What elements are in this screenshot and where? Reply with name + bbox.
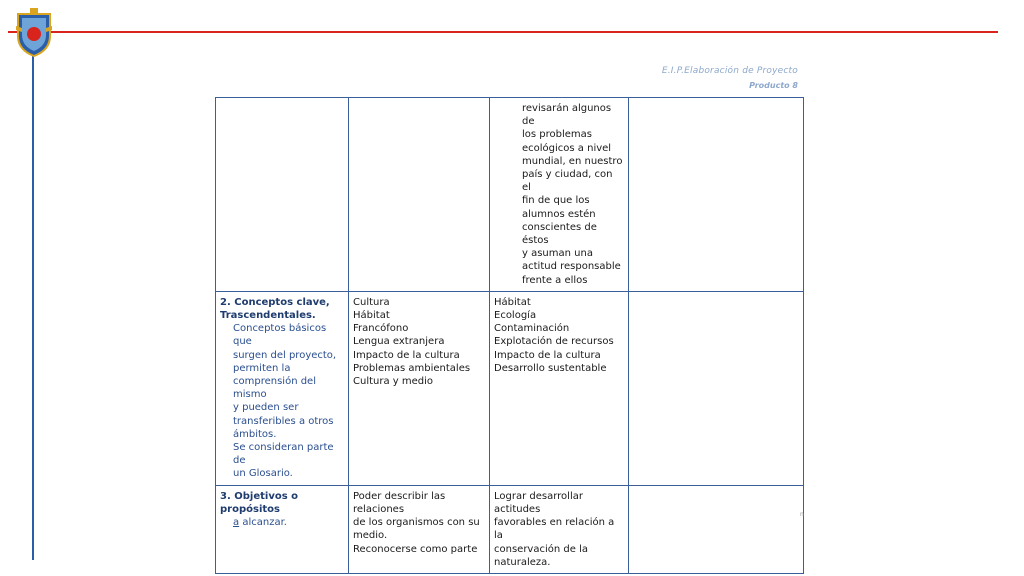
cell-line: frente a ellos: [522, 274, 588, 286]
desc-line: Conceptos básicos que: [233, 323, 327, 348]
desc-line: ámbitos.: [233, 428, 277, 440]
table-row: [216, 485, 804, 573]
table-cell: [349, 98, 490, 292]
cell-line: Problemas ambientales: [353, 362, 471, 374]
cell-line: actitud responsable: [522, 261, 621, 273]
cell-line: Lengua extranjera: [353, 336, 445, 348]
table-cell: [629, 485, 804, 573]
section-description: [220, 516, 344, 529]
cell-line: país y ciudad, con el: [522, 169, 613, 194]
cell-line: conscientes de éstos: [522, 221, 597, 247]
cell-line: Hábitat: [353, 310, 390, 322]
cell-line: y asuman una: [522, 248, 593, 260]
table-cell: [490, 485, 629, 573]
desc-line: y pueden ser: [233, 402, 299, 414]
cell-line: Lograr desarrollar actitudes: [494, 490, 583, 515]
table-cell: [349, 485, 490, 573]
table-cell: [490, 291, 629, 485]
table-row: [216, 98, 804, 292]
school-crest-icon: [12, 6, 56, 58]
red-header-rule: [8, 31, 998, 33]
section-title-objetivos: 3. Objetivos o propósitos: [220, 490, 299, 515]
cell-line: revisarán algunos de: [522, 103, 612, 128]
cell-line: Impacto de la cultura: [494, 349, 601, 361]
cell-line: Explotación de recursos: [494, 336, 614, 348]
header-product-label: Producto 8: [749, 81, 798, 90]
cell-line: Hábitat: [494, 296, 531, 308]
desc-line: un Glosario.: [233, 468, 293, 480]
desc-line: surgen del proyecto,: [233, 349, 337, 361]
cell-line: Reconocerse como parte: [353, 543, 478, 555]
table-row: [216, 291, 804, 485]
desc-prefix: a: [233, 517, 240, 529]
cell-line: los problemas: [522, 129, 592, 141]
table-cell: [216, 98, 349, 292]
cell-line: alumnos estén: [522, 208, 596, 220]
cell-line: mundial, en nuestro: [522, 155, 623, 167]
table-cell: [349, 291, 490, 485]
desc-line: permiten la: [233, 362, 291, 374]
cell-line: Ecología: [494, 310, 537, 322]
cell-line: Cultura: [353, 296, 390, 308]
header-project-title: E.I.P.Elaboración de Proyecto: [661, 66, 798, 76]
table-cell: [490, 98, 629, 292]
section-description: [220, 322, 344, 480]
table-cell: [216, 291, 349, 485]
cell-line: conservación de la: [494, 543, 588, 555]
table-cell: [629, 291, 804, 485]
cell-line: fin de que los: [522, 195, 590, 207]
section-title-conceptos: 2. Conceptos clave, Trascendentales.: [220, 296, 330, 322]
desc-line: transferibles a otros: [233, 415, 334, 427]
table-cell: [629, 98, 804, 292]
page-mark: n: [800, 511, 804, 518]
cell-line: favorables en relación a la: [494, 517, 615, 542]
cell-line: Impacto de la cultura: [353, 349, 460, 361]
cell-line: Poder describir las relaciones: [353, 490, 446, 515]
blue-margin-rule: [32, 40, 34, 560]
cell-line: ecológicos a nivel: [522, 142, 612, 154]
desc-rest: alcanzar.: [239, 517, 287, 529]
cell-line: de los organismos con su: [353, 517, 480, 529]
cell-line: Desarrollo sustentable: [494, 362, 607, 374]
cell-line: medio.: [353, 530, 388, 542]
cell-line: Francófono: [353, 323, 409, 335]
project-table: [215, 97, 804, 574]
cell-line: Contaminación: [494, 323, 570, 335]
cell-line: naturaleza.: [494, 556, 551, 568]
desc-line: Se consideran parte de: [233, 442, 334, 467]
table-cell: [216, 485, 349, 573]
cell-line: Cultura y medio: [353, 376, 434, 388]
desc-line: comprensión del mismo: [233, 376, 316, 401]
